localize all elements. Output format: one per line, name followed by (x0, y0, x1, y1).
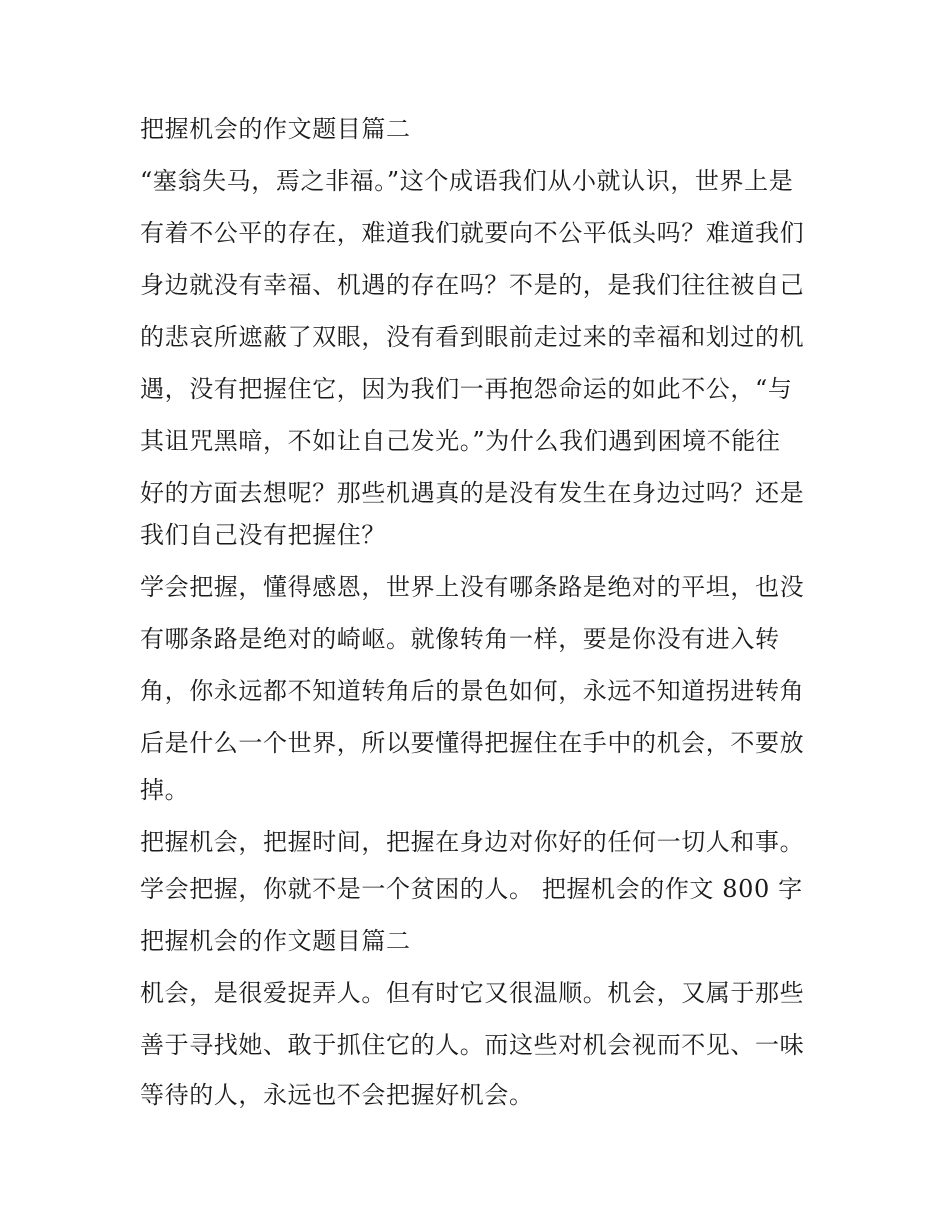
paragraph-line: 其诅咒黑暗，不如让自己发光。”为什么我们遇到困境不能往 (140, 427, 781, 455)
paragraph-line: 把握机会，把握时间，把握在身边对你好的任何一切人和事。 (140, 828, 805, 856)
paragraph-line: 掉。 (140, 776, 190, 804)
section-heading: 把握机会的作文题目篇二 (140, 115, 411, 143)
paragraph-line: 好的方面去想呢？那些机遇真的是没有发生在身边过吗？还是 (140, 479, 805, 507)
paragraph-line: 遇，没有把握住它，因为我们一再抱怨命运的如此不公，“与 (140, 375, 793, 403)
paragraph-line: 身边就没有幸福、机遇的存在吗？不是的，是我们往往被自己 (140, 271, 805, 299)
paragraph-line: 有哪条路是绝对的崎岖。就像转角一样，要是你没有进入转 (140, 625, 780, 653)
paragraph-line: 后是什么一个世界，所以要懂得把握住在手中的机会，不要放 (140, 729, 805, 757)
paragraph-line: 学会把握，懂得感恩，世界上没有哪条路是绝对的平坦，也没 (140, 573, 805, 601)
paragraph-line: 善于寻找她、敢于抓住它的人。而这些对机会视而不见、一味 (140, 1031, 805, 1059)
paragraph-line: 的悲哀所遮蔽了双眼，没有看到眼前走过来的幸福和划过的机 (140, 323, 805, 351)
paragraph-line: 角，你永远都不知道转角后的景色如何，永远不知道拐进转角 (140, 677, 805, 705)
paragraph-line: 机会，是很爱捉弄人。但有时它又很温顺。机会，又属于那些 (140, 979, 805, 1007)
paragraph-line: 我们自己没有把握住？ (140, 521, 386, 549)
paragraph-line: 学会把握，你就不是一个贫困的人。 把握机会的作文 800 字 (140, 875, 803, 903)
paragraph-line: “塞翁失马，焉之非福。”这个成语我们从小就认识，世界上是 (140, 167, 794, 195)
paragraph-line: 等待的人，永远也不会把握好机会。 (140, 1081, 534, 1109)
paragraph-line: 有着不公平的存在，难道我们就要向不公平低头吗？难道我们 (140, 219, 805, 247)
section-heading: 把握机会的作文题目篇二 (140, 927, 411, 955)
